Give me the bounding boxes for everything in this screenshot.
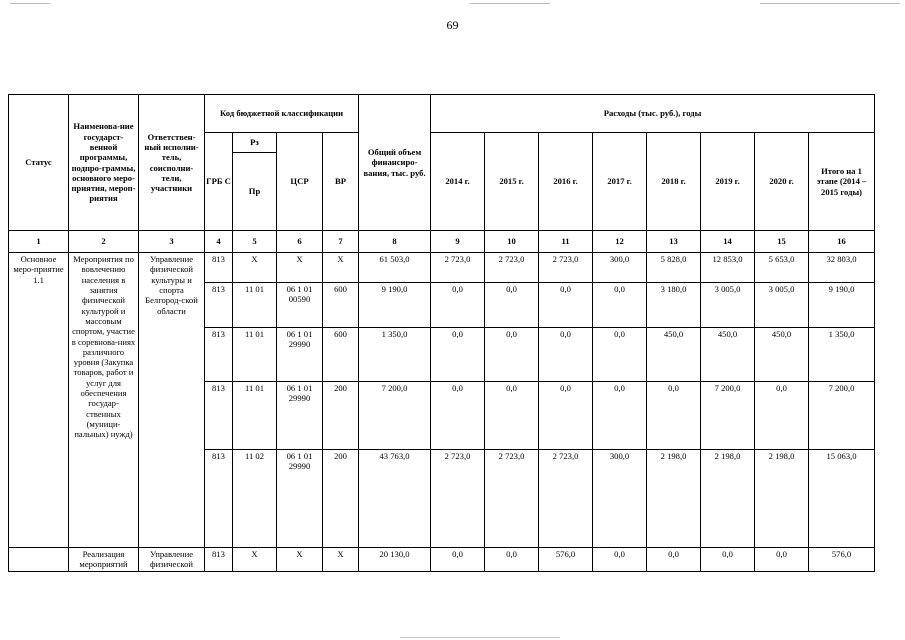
year-cell: 0,0	[701, 548, 755, 572]
top-edge-line	[760, 3, 900, 4]
grbs-cell: 813	[205, 283, 233, 328]
bottom-edge-line	[400, 637, 560, 638]
year-cell: 0,0	[539, 328, 593, 382]
csr-cell: X	[277, 548, 323, 572]
year-cell: 2 723,0	[539, 450, 593, 548]
header-year: 2020 г.	[755, 133, 809, 231]
header-budget-code: Код бюджетной классификации	[205, 95, 359, 133]
year-cell: 0,0	[593, 382, 647, 450]
grbs-cell: 813	[205, 382, 233, 450]
year-cell: 450,0	[647, 328, 701, 382]
year-cell: 450,0	[755, 328, 809, 382]
year-cell: 12 853,0	[701, 253, 755, 283]
stage-total-cell: 9 190,0	[809, 283, 875, 328]
csr-cell: 06 1 01 29990	[277, 328, 323, 382]
year-cell: 300,0	[593, 253, 647, 283]
responsible-cell: Управление физической	[139, 548, 205, 572]
page-number: 69	[446, 18, 459, 32]
vr-cell: 600	[323, 328, 359, 382]
rzpr-cell: 11 01	[233, 382, 277, 450]
year-cell: 0,0	[755, 548, 809, 572]
header-year: 2017 г.	[593, 133, 647, 231]
table-row	[9, 253, 875, 283]
year-cell: 3 005,0	[701, 283, 755, 328]
year-cell: 0,0	[593, 283, 647, 328]
year-cell: 3 180,0	[647, 283, 701, 328]
year-cell: 0,0	[485, 382, 539, 450]
year-cell: 2 723,0	[485, 450, 539, 548]
year-cell: 0,0	[485, 548, 539, 572]
vr-cell: X	[323, 253, 359, 283]
column-number: 7	[323, 231, 359, 253]
year-cell: 7 200,0	[701, 382, 755, 450]
rzpr-cell: 11 01	[233, 283, 277, 328]
year-cell: 2 723,0	[431, 253, 485, 283]
year-cell: 0,0	[431, 283, 485, 328]
header-name: Наименова-ние государст-венной программы, подпро-граммы, основного меро-приятия, мероп-риятия	[69, 95, 139, 231]
vr-cell: 600	[323, 283, 359, 328]
rzpr-cell: 11 01	[233, 328, 277, 382]
grbs-cell: 813	[205, 253, 233, 283]
column-number: 16	[809, 231, 875, 253]
header-total: Общий объем финансиро-вания, тыс. руб.	[359, 95, 431, 231]
column-number: 5	[233, 231, 277, 253]
year-cell: 5 828,0	[647, 253, 701, 283]
year-cell: 2 198,0	[647, 450, 701, 548]
column-number: 2	[69, 231, 139, 253]
responsible-cell: Управление физической культуры и спорта Белгород-ской области	[139, 253, 205, 548]
header-stage-total: Итого на 1 этапе (2014 – 2015 годы)	[809, 133, 875, 231]
header-year: 2015 г.	[485, 133, 539, 231]
csr-cell: 06 1 01 29990	[277, 382, 323, 450]
year-cell: 0,0	[647, 382, 701, 450]
year-cell: 576,0	[539, 548, 593, 572]
header-year: 2016 г.	[539, 133, 593, 231]
total-cell: 20 130,0	[359, 548, 431, 572]
column-number: 10	[485, 231, 539, 253]
header-pr: Пр	[233, 153, 277, 231]
column-number: 14	[701, 231, 755, 253]
column-number: 15	[755, 231, 809, 253]
header-rz: Рз	[233, 133, 277, 153]
header-responsible: Ответствен-ный исполни-тель, соисполни-тели, участники	[139, 95, 205, 231]
column-number: 6	[277, 231, 323, 253]
year-cell: 2 723,0	[539, 253, 593, 283]
year-cell: 2 198,0	[701, 450, 755, 548]
year-cell: 0,0	[485, 283, 539, 328]
header-status: Статус	[9, 95, 69, 231]
csr-cell: X	[277, 253, 323, 283]
rzpr-cell: 11 02	[233, 450, 277, 548]
year-cell: 2 723,0	[485, 253, 539, 283]
budget-table	[8, 94, 875, 572]
column-number: 12	[593, 231, 647, 253]
grbs-cell: 813	[205, 450, 233, 548]
year-cell: 0,0	[593, 548, 647, 572]
year-cell: 0,0	[431, 548, 485, 572]
year-cell: 450,0	[701, 328, 755, 382]
csr-cell: 06 1 01 00590	[277, 283, 323, 328]
vr-cell: 200	[323, 382, 359, 450]
total-cell: 61 503,0	[359, 253, 431, 283]
total-cell: 43 763,0	[359, 450, 431, 548]
year-cell: 2 723,0	[431, 450, 485, 548]
column-number: 3	[139, 231, 205, 253]
column-number: 1	[9, 231, 69, 253]
year-cell: 0,0	[539, 382, 593, 450]
year-cell: 0,0	[755, 382, 809, 450]
year-cell: 5 653,0	[755, 253, 809, 283]
stage-total-cell: 32 803,0	[809, 253, 875, 283]
year-cell: 0,0	[593, 328, 647, 382]
stage-total-cell: 576,0	[809, 548, 875, 572]
table-row	[9, 548, 875, 572]
column-number: 11	[539, 231, 593, 253]
column-number: 13	[647, 231, 701, 253]
status-cell: Основное меро-приятие 1.1	[9, 253, 69, 548]
header-year: 2014 г.	[431, 133, 485, 231]
csr-cell: 06 1 01 29990	[277, 450, 323, 548]
year-cell: 300,0	[593, 450, 647, 548]
rzpr-cell: X	[233, 253, 277, 283]
grbs-cell: 813	[205, 548, 233, 572]
year-cell: 0,0	[431, 328, 485, 382]
stage-total-cell: 7 200,0	[809, 382, 875, 450]
year-cell: 3 005,0	[755, 283, 809, 328]
header-csr: ЦСР	[277, 133, 323, 231]
total-cell: 1 350,0	[359, 328, 431, 382]
top-edge-line	[10, 3, 50, 4]
column-number: 8	[359, 231, 431, 253]
vr-cell: X	[323, 548, 359, 572]
year-cell: 2 198,0	[755, 450, 809, 548]
total-cell: 9 190,0	[359, 283, 431, 328]
header-year: 2018 г.	[647, 133, 701, 231]
vr-cell: 200	[323, 450, 359, 548]
rzpr-cell: X	[233, 548, 277, 572]
header-vr: ВР	[323, 133, 359, 231]
name-cell: Мероприятия по вовлечению населения в занятия физической культурой и массовым спортом, участие в соревнова-ниях различного уровня (Закупка товаров, работ и услуг для обеспечения государ-ственных (муници-пальных) нужд)	[69, 253, 139, 548]
name-cell: Реализация мероприятий	[69, 548, 139, 572]
year-cell: 0,0	[431, 382, 485, 450]
year-cell: 0,0	[539, 283, 593, 328]
year-cell: 0,0	[485, 328, 539, 382]
grbs-cell: 813	[205, 328, 233, 382]
column-number: 4	[205, 231, 233, 253]
header-grbs: ГРБ С	[205, 133, 233, 231]
header-year: 2019 г.	[701, 133, 755, 231]
top-edge-line	[470, 3, 550, 4]
stage-total-cell: 15 063,0	[809, 450, 875, 548]
header-expenses: Расходы (тыс. руб.), годы	[431, 95, 875, 133]
stage-total-cell: 1 350,0	[809, 328, 875, 382]
total-cell: 7 200,0	[359, 382, 431, 450]
status-cell	[9, 548, 69, 572]
year-cell: 0,0	[647, 548, 701, 572]
column-number: 9	[431, 231, 485, 253]
